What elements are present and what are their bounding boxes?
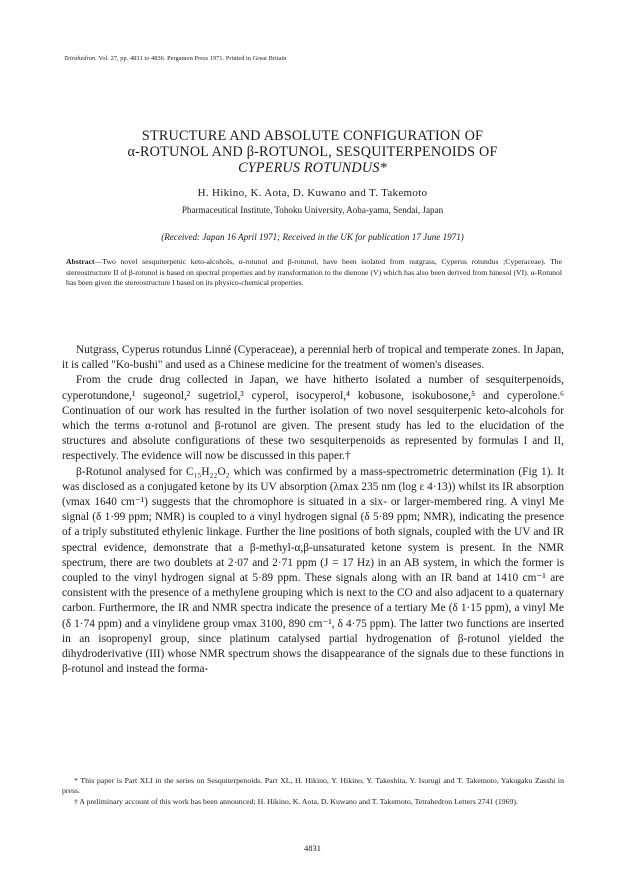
title-line-3: CYPERUS ROTUNDUS*	[238, 160, 387, 176]
title-line-2: α-ROTUNOL AND β-ROTUNOL, SESQUITERPENOIDS OF	[127, 144, 498, 160]
paragraph-2: From the crude drug collected in Japan, we have hitherto isolated a number of sesquiterpenoids, cyperotundone,¹ sugeonol,² sugetriol,³ cyperol, isocyperol,⁴ kobusone, isokubosone,⁵ and cyperolone.⁶ Continuation of our work has resulted in the further isolation of two novel sesquiterpenic keto-alcohols for which the terms α-rotunol and β-rotunol are given. The present study has led to the elucidation of the structures and absolute configurations of these two sesquiterpenoids as represented by formulas I and II, respectively. The evidence will now be discussed in this paper.†	[62, 374, 564, 463]
abstract	[66, 257, 562, 289]
body-text	[62, 343, 564, 677]
footnote-2: † A preliminary account of this work has been announced; H. Hikino, K. Aota, D. Kuwano and T. Takemoto, Tetrahedron Letters 2741 (1969).	[74, 797, 518, 806]
abstract-text: —Two novel sesquiterpenic keto-alcohols, α-rotunol and β-rotunol, have been isolated from nutgrass, Cyperus rotundus ;Cyperaceae). The stereostructure II of β-rotunol is based on spectral properties and by transformation to the dienone (V) which has also been derived from hinesol (VI). α-Rotunol has been given the stereostructure I based on its physico-chemical properties.	[66, 257, 562, 288]
author-list: H. Hikino, K. Aota, D. Kuwano and T. Takemoto	[197, 187, 428, 199]
footnotes	[62, 776, 564, 808]
journal-citation	[64, 55, 287, 62]
footnote-1: * This paper is Part XLI in the series on Sesquiterpenoids. Part XL, H. Hikino, Y. Hikino, Y. Takeshita, Y. Isurugi and T. Takemoto, Yakugaku Zasshi in press.	[62, 776, 564, 795]
paper-title	[40, 128, 585, 176]
paragraph-1: Nutgrass, Cyperus rotundus Linné (Cyperaceae), a perennial herb of tropical and temperate zones. In Japan, it is called "Ko-bushi" and used as a Chinese medicine for the treatment of women's diseases.	[62, 344, 564, 372]
page-number: 4831	[304, 843, 321, 853]
paragraph-3: β-Rotunol analysed for C₁₅H₂₂O₂ which was confirmed by a mass-spectrometric determination (Fig 1). It was disclosed as a conjugated ketone by its UV absorption (λmax 235 nm (log ε 4·13)) whilst its IR absorption (νmax 1640 cm⁻¹) suggests that the chromophore is situated in a six- or larger-membered ring. A vinyl Me signal (δ 1·99 ppm; NMR) is coupled to a vinyl hydrogen signal (δ 5·89 ppm; NMR), indicating the presence of a triply substituted ethylenic linkage. Further the line positions of both signals, coupled with the UV and IR spectral evidence, demonstrate that a β-methyl-α,β-unsaturated ketone system is present. In the NMR spectrum, there are two doublets at 2·07 and 2·71 ppm (J = 17 Hz) in an AB system, in which the former is coupled to the vinyl hydrogen signal at 5·89 ppm. These signals along with an IR band at 1410 cm⁻¹ are consistent with the presence of a methylene grouping which is next to the CO and also adjacent to a quaternary carbon. Furthermore, the IR and NMR spectra indicate the presence of a tertiary Me (δ 1·15 ppm), a vinyl Me (δ 1·74 ppm) and a vinylidene group νmax 3100, 890 cm⁻¹, δ 4·75 ppm). The latter two functions are inserted in an isopropenyl group, since platinum catalysed partial hydrogenation of β-rotunol yielded the dihydroderivative (III) whose NMR spectrum shows the disappearance of the signals due to these functions in β-rotunol and instead the forma-	[62, 465, 564, 676]
abstract-label: Abstract	[66, 257, 95, 266]
journal-name: Tetrahedron.	[64, 55, 97, 62]
affiliation: Pharmaceutical Institute, Tohoku University, Aoba-yama, Sendai, Japan	[181, 205, 444, 215]
volume-info: Vol. 27, pp. 4831 to 4836. Pergamon Press 1971. Printed in Great Britain	[98, 55, 287, 62]
title-line-1: STRUCTURE AND ABSOLUTE CONFIGURATION OF	[141, 128, 484, 144]
received-dates: (Received: Japan 16 April 1971; Received in the UK for publication 17 June 1971)	[161, 232, 464, 242]
